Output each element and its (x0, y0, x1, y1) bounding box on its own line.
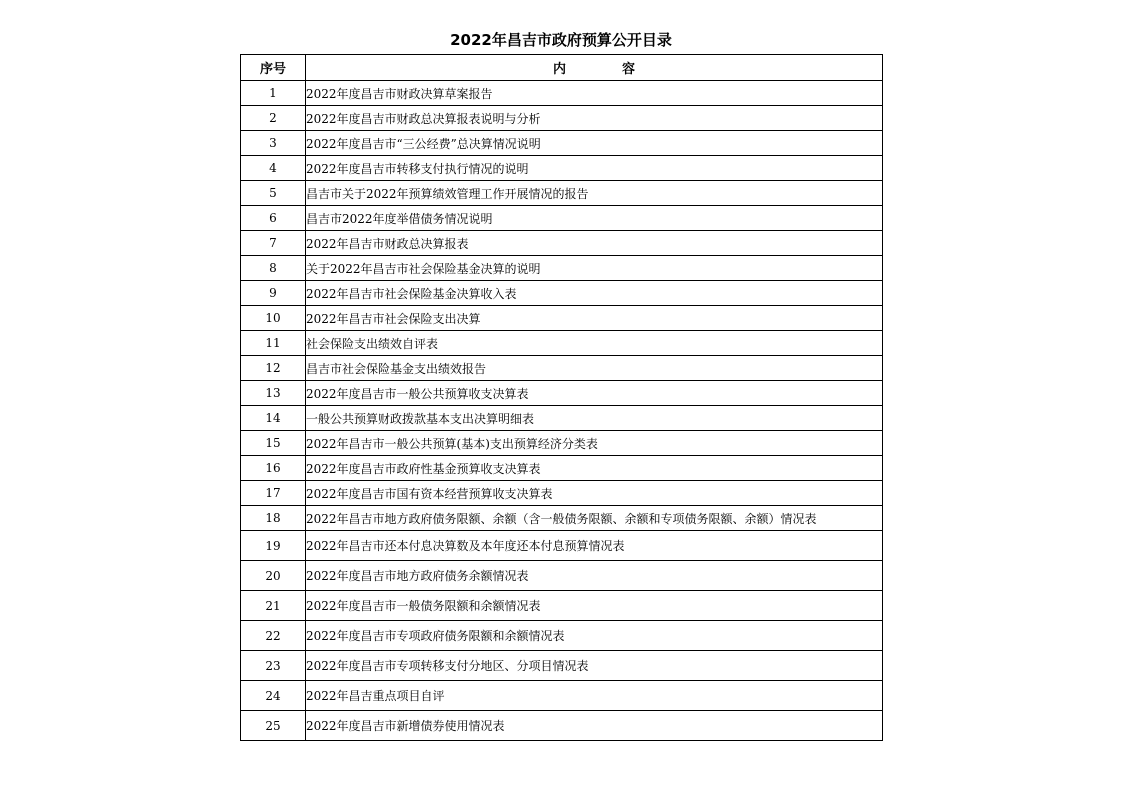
row-content: 2022年度昌吉市财政总决算报表说明与分析 (306, 106, 883, 131)
table-row (241, 331, 883, 356)
row-number: 14 (241, 406, 306, 431)
table-row (241, 256, 883, 281)
table-row (241, 456, 883, 481)
table-row (241, 431, 883, 456)
row-content: 昌吉市2022年度举借债务情况说明 (306, 206, 883, 231)
table-row (241, 591, 883, 621)
row-content: 昌吉市关于2022年预算绩效管理工作开展情况的报告 (306, 181, 883, 206)
row-number: 19 (241, 531, 306, 561)
table-row (241, 306, 883, 331)
row-content: 2022年度昌吉市国有资本经营预算收支决算表 (306, 481, 883, 506)
row-number: 20 (241, 561, 306, 591)
table-row (241, 561, 883, 591)
table-row (241, 81, 883, 106)
row-content: 社会保险支出绩效自评表 (306, 331, 883, 356)
table-row (241, 651, 883, 681)
row-number: 1 (241, 81, 306, 106)
row-number: 11 (241, 331, 306, 356)
table-row (241, 406, 883, 431)
row-content: 2022年昌吉市一般公共预算(基本)支出预算经济分类表 (306, 431, 883, 456)
table-row (241, 131, 883, 156)
header-serial-number: 序号 (241, 55, 306, 81)
table-row (241, 156, 883, 181)
row-content: 2022年度昌吉市新增债券使用情况表 (306, 711, 883, 741)
row-content: 2022年度昌吉市一般债务限额和余额情况表 (306, 591, 883, 621)
row-number: 5 (241, 181, 306, 206)
row-number: 16 (241, 456, 306, 481)
table-row (241, 106, 883, 131)
row-content: 2022年度昌吉市财政决算草案报告 (306, 81, 883, 106)
row-content: 2022年度昌吉市地方政府债务余额情况表 (306, 561, 883, 591)
row-number: 6 (241, 206, 306, 231)
catalog-table (240, 54, 883, 741)
row-content: 2022年度昌吉市转移支付执行情况的说明 (306, 156, 883, 181)
row-number: 18 (241, 506, 306, 531)
row-content: 2022年度昌吉市政府性基金预算收支决算表 (306, 456, 883, 481)
row-content: 昌吉市社会保险基金支出绩效报告 (306, 356, 883, 381)
table-row (241, 181, 883, 206)
row-number: 25 (241, 711, 306, 741)
row-content: 2022年昌吉市还本付息决算数及本年度还本付息预算情况表 (306, 531, 883, 561)
table-row (241, 281, 883, 306)
row-number: 2 (241, 106, 306, 131)
row-content: 2022年度昌吉市专项转移支付分地区、分项目情况表 (306, 651, 883, 681)
table-row (241, 206, 883, 231)
row-number: 10 (241, 306, 306, 331)
row-number: 3 (241, 131, 306, 156)
table-row (241, 381, 883, 406)
header-content-char-1: 内 (552, 62, 566, 77)
row-number: 13 (241, 381, 306, 406)
header-content (306, 55, 883, 81)
table-row (241, 356, 883, 381)
row-content: 2022年昌吉市社会保险支出决算 (306, 306, 883, 331)
row-number: 23 (241, 651, 306, 681)
row-content: 2022年度昌吉市一般公共预算收支决算表 (306, 381, 883, 406)
row-content: 2022年昌吉市地方政府债务限额、余额（含一般债务限额、余额和专项债务限额、余额）情况表 (306, 506, 883, 531)
table-row (241, 481, 883, 506)
row-number: 24 (241, 681, 306, 711)
table-row (241, 711, 883, 741)
table-row (241, 506, 883, 531)
row-number: 8 (241, 256, 306, 281)
row-content: 2022年昌吉重点项目自评 (306, 681, 883, 711)
table-row (241, 621, 883, 651)
row-content: 2022年昌吉市财政总决算报表 (306, 231, 883, 256)
page-title: 2022年昌吉市政府预算公开目录 (450, 31, 672, 49)
row-number: 7 (241, 231, 306, 256)
row-content: 2022年度昌吉市专项政府债务限额和余额情况表 (306, 621, 883, 651)
table-row (241, 531, 883, 561)
row-content: 关于2022年昌吉市社会保险基金决算的说明 (306, 256, 883, 281)
table-header-row (241, 55, 883, 81)
table-row (241, 231, 883, 256)
row-number: 22 (241, 621, 306, 651)
row-number: 4 (241, 156, 306, 181)
row-number: 21 (241, 591, 306, 621)
row-content: 2022年度昌吉市“三公经费”总决算情况说明 (306, 131, 883, 156)
row-content: 一般公共预算财政拨款基本支出决算明细表 (306, 406, 883, 431)
row-number: 9 (241, 281, 306, 306)
table-row (241, 681, 883, 711)
header-content-char-2: 容 (622, 62, 636, 77)
row-number: 15 (241, 431, 306, 456)
row-content: 2022年昌吉市社会保险基金决算收入表 (306, 281, 883, 306)
row-number: 12 (241, 356, 306, 381)
row-number: 17 (241, 481, 306, 506)
